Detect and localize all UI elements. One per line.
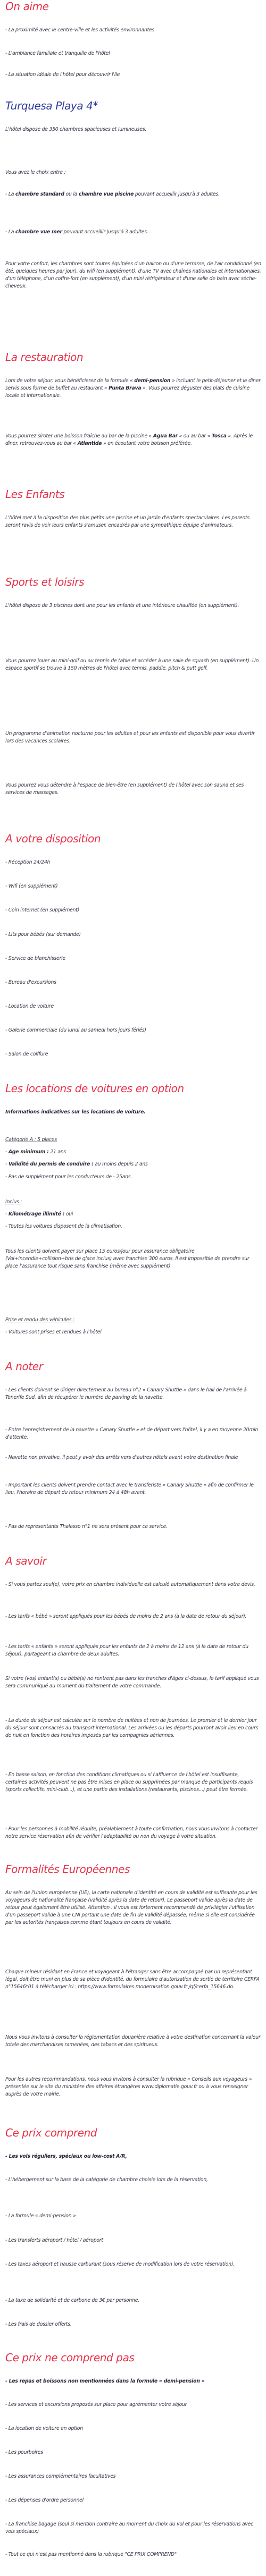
- enfants-p1: L'hôtel met à la disposition des plus petits une piscine et un jardin d'enfants spectaculaires. Les parents seront ravis de voir leurs enfants s'amuser, encadrés par une sympathique équipe d'animateurs.: [5, 515, 250, 528]
- car-return-label: Prise et rendu des véhicules :: [5, 1317, 74, 1323]
- car-category: Catégorie A : 5 places: [5, 1137, 57, 1143]
- list-item: - En basse saison, en fonction des conditions climatiques ou si l'affluence de l'hôtel est insuffisante, certaines activités peuvent ne pas être mises en place ou supprimées par manque de participants requis (sports collectifs, mini-club...), et une partie des installations (restaurants, piscines...) peut être fermée.: [5, 1772, 253, 1793]
- room-choice-1: - La chambre standard ou la chambre vue piscine pouvant accueillir jusqu'à 3 adultes.: [5, 191, 220, 197]
- list-item: - Pour les personnes à mobilité réduite, préalablement à toute confirmation, nous vous invitons à contacter notre service réservation afin de vérifier l'adaptabilité ou non du voyage à votre situation.: [5, 1826, 258, 1839]
- section-title-noter: A noter: [5, 1360, 43, 1373]
- car-insurance-note: Tous les clients doivent payer sur place 15 euros/jour pour assurance obligatoire (Vol+incendie+collision+bris de glace inclus) avec franchise 300 euros. Il est impossible de prendre sur place l'assurance tout risque sans franchise (même avec supplément): [5, 1248, 250, 1269]
- list-item: - Galerie commerciale (du lundi au samedi hors jours fériés): [5, 1027, 146, 1033]
- list-item: - La situation idéale de l'hôtel pour découvrir l'Ile: [5, 72, 120, 78]
- list-item: - Les repas et boissons non mentionnées dans la formule « demi-pension »: [5, 2378, 205, 2384]
- list-item: - La durée du séjour est calculée sur le nombre de nuitées et non de journées. Le premier et le dernier jour du séjour sont consacrés au transport international. Les arrivées ou les départs pourront avoir lieu en cours de nuit en fonction des horaires imposés par les compagnies aériennes.: [5, 1718, 259, 1738]
- sports-p2: Vous pourrez jouer au mini-golf ou au tennis de table et accéder à une salle de squash (en supplément). Un espace sportif se trouve à 150 mètres de l'hôtel avec tennis, paddle, pitch & putt golf.: [5, 658, 259, 671]
- locations-subtitle: Informations indicatives sur les locations de voiture.: [5, 1109, 146, 1115]
- choice-label: Vous avez le choix entre :: [5, 170, 66, 175]
- list-item: - Wifi (en supplément): [5, 883, 58, 889]
- section-title-enfants: Les Enfants: [5, 488, 65, 501]
- list-item: - Les taxes aéroport et hausse carburant (sous réserve de modification lors de votre réservation),: [5, 2261, 235, 2267]
- sports-p1: L'hôtel dispose de 3 piscines dont une pour les enfants et une intérieure chauffée (en supplément).: [5, 603, 239, 609]
- restauration-p1: Lors de votre séjour, vous bénéficierez de la formule « demi-pension » incluant le petit-déjeuner et le dîner servis sous forme de buffet au restaurant « Punta Brava ». Vous pourrez déguster des plats de cuisine locale et internationale.: [5, 378, 261, 399]
- formalites-p2: Chaque mineur résidant en France et voyageant à l'étranger sans être accompagné par un représentant légal, doit être muni en plus de sa pièce d'identité, du formulaire d'autorisation de sortie de territoire CERFA n°15646*01 à télécharger ici : https://www.formulaires.modernisation.gouv.fr /gf/cerfa_15646.do.: [5, 1969, 260, 1990]
- list-item: - Salon de coiffure: [5, 1051, 48, 1057]
- list-item: - Entre l'enregistrement de la navette « Canary Shuttle » et de départ vers l'hôtel, il y a en moyenne 20min d'attente.: [5, 1427, 259, 1440]
- sports-p4: Vous pourrez vous détendre à l'espace de bien-être (en supplément) de l'hôtel avec son sauna et ses services de massages.: [5, 782, 244, 796]
- list-item: - La franchise bagage (soul si mention contraire au moment du choix du vol et pour les réservations avec vols spéciaux): [5, 2521, 254, 2535]
- list-item: - Les pourboires: [5, 2450, 43, 2455]
- list-item: - Si vous partez seul(e), votre prix en chambre individuelle est calculé automatiquement dans votre devis.: [5, 1582, 255, 1587]
- list-item: - Les services et excursions proposés sur place pour agrémenter votre séjour: [5, 2402, 187, 2408]
- section-title-hotel: Turquesa Playa 4*: [5, 99, 98, 112]
- section-title-prix-ne-comprend: Ce prix ne comprend pas: [5, 2351, 135, 2364]
- car-aircon: - Toutes les voitures disposent de la climatisation.: [5, 1223, 122, 1229]
- list-item: - Les transferts aéroport / hôtel / aéroport: [5, 2237, 103, 2243]
- room-comfort-text: Pour votre confort, les chambres sont toutes équipées d'un balcon ou d'une terrasse, de l'air conditionné (en été, quelques heures par jour), du wifi (en supplément), d'une TV avec chaînes nationales et internationales, d'un téléphone, d'un coffre-fort (en supplément), d'un mini réfrigérateur et d'une salle de bain avec sèche-cheveux.: [5, 261, 261, 289]
- section-title-locations: Les locations de voitures en option: [5, 1082, 184, 1095]
- list-item: - L'ambiance familiale et tranquille de l'hôtel: [5, 50, 110, 56]
- car-included-label: Inclus :: [5, 1199, 22, 1205]
- list-item: - Les tarifs « enfants » seront appliqués pour les enfants de 2 à moins de 12 ans (à la date de retour du séjour), partageant la chambre de deux adultes.: [5, 1644, 248, 1657]
- list-item: - Les tarifs « bébé » seront appliqués pour les bébés de moins de 2 ans (à la date de retour du séjour).: [5, 1614, 247, 1619]
- section-title-on-aime: On aime: [5, 0, 49, 13]
- list-item: - Les dépenses d'ordre personnel: [5, 2497, 84, 2503]
- list-item: Si votre (vos) enfant(s) ou bébé(s) ne rentrent pas dans les tranches d'âges ci-dessus, le tarif appliqué vous sera communiqué au moment du traitement de votre commande.: [5, 1676, 259, 1689]
- list-item: - Bureau d'excursions: [5, 979, 56, 985]
- list-item: - Coin internet (en supplément): [5, 907, 80, 913]
- section-title-savoir: A savoir: [5, 1555, 47, 1567]
- list-item: - La taxe de solidarité et de carbone de 3€ par personne,: [5, 2298, 139, 2303]
- list-item: - Réception 24/24h: [5, 859, 51, 865]
- car-return-text: - Voitures sont prises et rendues à l'hôtel: [5, 1329, 102, 1335]
- list-item: - Navette non privative, il peut y avoir des arrêts vers d'autres hôtels avant votre destination finale: [5, 1455, 238, 1460]
- section-title-disposition: A votre disposition: [5, 832, 101, 845]
- car-license: - Validité du permis de conduire : au moins depuis 2 ans: [5, 1161, 148, 1167]
- list-item: - La formule « demi-pension »: [5, 2213, 76, 2219]
- list-item: - Les clients doivent se diriger directement au bureau n°2 « Canary Shuttle » dans le hall de l'arrivée à Tenerife Sud, afin de récupérer le numéro de parking de la navette.: [5, 1387, 247, 1400]
- formalites-p1: Au sein de l'Union européenne (UE), la carte nationale d'identité en cours de validité est suffisante pour les voyageurs de nationalité française (validité après la date de retour). Le passeport valide après la date de retour peut également être utilisé. Attention : il vous est fortement recommandé de privilégier l'utilisation d'un passeport valide à une CNI portant une date de fin de validité dépassée, même si elle est considérée par les autorités françaises comme étant toujours en cours de validité.: [5, 1890, 257, 1925]
- section-title-formalites: Formalités Européennes: [5, 1863, 130, 1876]
- list-item: - L'hébergement sur la base de la catégorie de chambre choisie lors de la réservation,: [5, 2177, 208, 2183]
- list-item: - Location de voiture: [5, 1003, 54, 1009]
- car-km: - Kilométrage illimité : oui: [5, 1211, 73, 1217]
- list-item: - Service de blanchisserie: [5, 956, 65, 961]
- formalites-p3: Nous vous invitons à consulter la réglementation douanière relative à votre destination concernant la valeur totale des marchandises ramenées, des tabacs et des spiritueux.: [5, 2034, 261, 2048]
- list-item: - Important les clients doivent prendre contact avec le transferiste « Canary Shuttle » afin de confirmer le lieu, l'horaire de départ du retour minimum 24 à 48h avant.: [5, 1482, 254, 1496]
- formalites-p4: Pour les autres recommandations, nous vous invitons à consulter la rubrique « Conseils aux voyageurs » présentée sur le site du ministère des affaires étrangères www.diplomatie.gouv.fr ou à vous renseigner auprès de votre mairie.: [5, 2076, 252, 2097]
- list-item: - Les frais de dossier offerts.: [5, 2321, 72, 2327]
- restauration-p2: Vous pourrez siroter une boisson fraîche au bar de la piscine « Agua Bar » ou au bar « Tosca ». Après le dîner, retrouvez-vous au bar « Atlantida » en écoutant votre boisson préférée.: [5, 433, 253, 446]
- sports-p3: Un programme d'animation nocturne pour les adultes et pour les enfants est disponible pour vous divertir lors des vacances scolaires.: [5, 731, 255, 744]
- list-item: - La location de voiture en option: [5, 2426, 83, 2431]
- list-item: - La proximité avec le centre-ville et les activités environnantes: [5, 27, 155, 33]
- hotel-intro: L'hôtel dispose de 350 chambres spacieuses et lumineuses.: [5, 126, 147, 132]
- list-item: - Tout ce qui n'est pas mentionné dans la rubrique "CE PRIX COMPREND": [5, 2552, 177, 2557]
- list-item: - Pas de représentants Thalasso n°1 ne sera présent pour ce service.: [5, 1524, 168, 1530]
- section-title-prix-comprend: Ce prix comprend: [5, 2126, 97, 2139]
- list-item: - Les vols réguliers, spéciaux ou low-cost A/R,: [5, 2153, 127, 2159]
- list-item: - Lits pour bébés (sur demande): [5, 932, 81, 938]
- room-choice-2: - La chambre vue mer pouvant accueillir jusqu'à 3 adultes.: [5, 229, 148, 235]
- section-title-restauration: La restauration: [5, 351, 84, 364]
- car-no-supplement: - Pas de supplément pour les conducteurs de - 25ans.: [5, 1174, 132, 1180]
- list-item: - Les assurances complémentaires facultatives: [5, 2473, 116, 2479]
- section-title-sports: Sports et loisirs: [5, 576, 85, 588]
- car-age: - Age minimum : 21 ans: [5, 1149, 66, 1155]
